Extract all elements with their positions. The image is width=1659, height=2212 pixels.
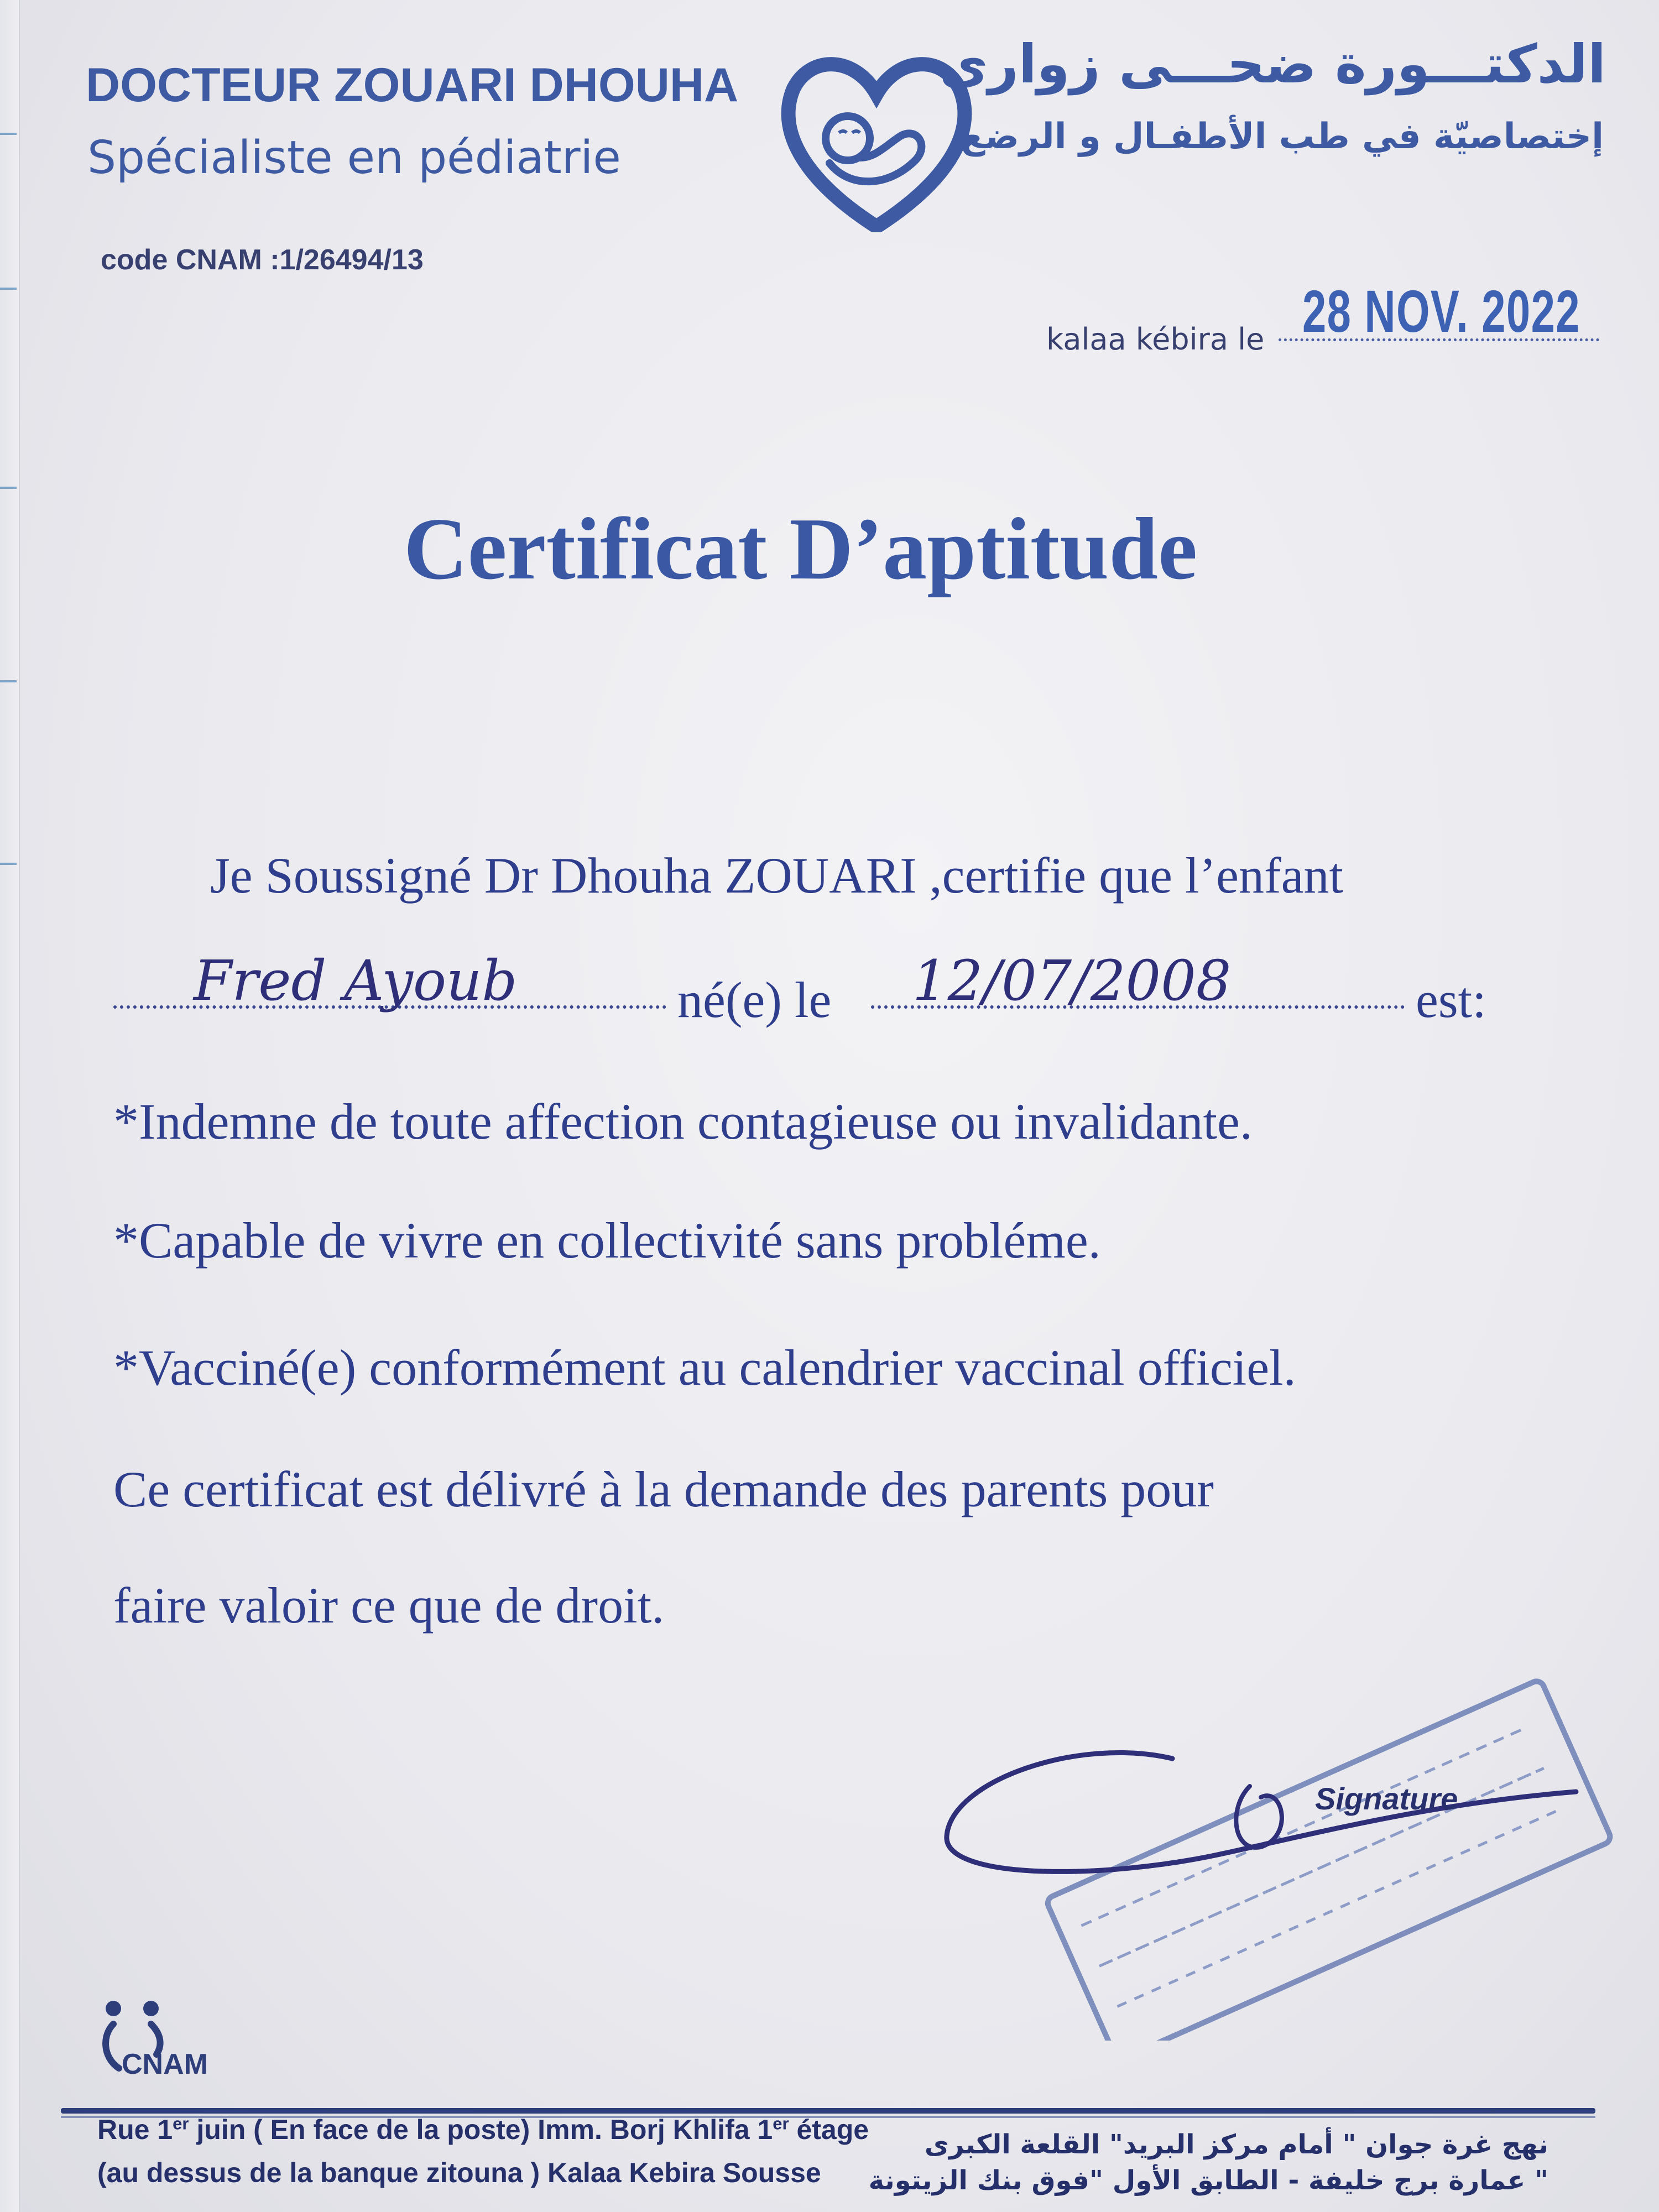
adjacent-page-strip [0, 0, 20, 2212]
strip-rule [0, 288, 17, 290]
est-label: est: [1416, 972, 1486, 1028]
strip-rule [0, 863, 17, 865]
doctor-name: DOCTEUR ZOUARI DHOUHA [86, 59, 739, 112]
signature-label: Signature [1315, 1781, 1458, 1816]
strip-rule [0, 680, 17, 682]
footer-address-fr-line2: (au dessus de la banque zitouna ) Kalaa Kebira Sousse [97, 2157, 821, 2188]
closing-line-1: Ce certificat est délivré à la demande des parents pour [113, 1461, 1214, 1517]
strip-rule [0, 487, 17, 489]
cnam-logo-text: CNAM [122, 2048, 208, 2079]
cnam-logo-icon [91, 1991, 224, 2079]
date-stamp: 28 NOV. 2022 [1302, 278, 1580, 345]
signature-stamp-graphic [940, 1620, 1615, 2041]
footer-text: étage [789, 2114, 869, 2145]
certificate-title: Certificat D’aptitude [404, 499, 1198, 598]
footer-text: Rue 1 [97, 2114, 173, 2145]
footer-sup: er [173, 2114, 189, 2133]
footer-text: juin ( En face de la poste) Imm. Borj Khlifa 1 [189, 2114, 773, 2145]
cnam-code: code CNAM :1/26494/13 [101, 244, 424, 276]
born-label: né(e) le [677, 972, 832, 1028]
place-label: kalaa kébira le [1046, 322, 1265, 357]
arabic-doctor-name: الدكتـــورة ضحـــى زواري [939, 33, 1606, 95]
condition-item-3: *Vacciné(e) conformément au calendrier vaccinal officiel. [113, 1339, 1296, 1396]
footer-divider [61, 2108, 1595, 2114]
footer-address-fr-line1 [97, 2114, 869, 2146]
condition-item-1: *Indemne de toute affection contagieuse ou invalidante. [113, 1093, 1253, 1150]
footer-address-ar-line1: نهج غرة جوان " أمام مركز البريد" القلعة الكبرى [924, 2129, 1548, 2160]
closing-line-2: faire valoir ce que de droit. [113, 1577, 665, 1634]
arabic-specialty: إختصاصيّة في طب الأطفـال و الرضع [961, 116, 1604, 157]
doctor-specialty: Spécialiste en pédiatrie [87, 132, 621, 184]
footer-sup: er [773, 2114, 789, 2133]
footer-address-ar-line2: " عمارة برج خليفة - الطابق الأول "فوق بنك الزيتونة [868, 2165, 1548, 2196]
child-name-handwritten: Fred Ayoub [194, 948, 518, 1013]
strip-rule [0, 133, 17, 135]
condition-item-2: *Capable de vivre en collectivité sans probléme. [113, 1212, 1101, 1269]
intro-line: Je Soussigné Dr Dhouha ZOUARI ,certifie que l’enfant [210, 847, 1344, 904]
birth-date-handwritten: 12/07/2008 [912, 948, 1232, 1013]
